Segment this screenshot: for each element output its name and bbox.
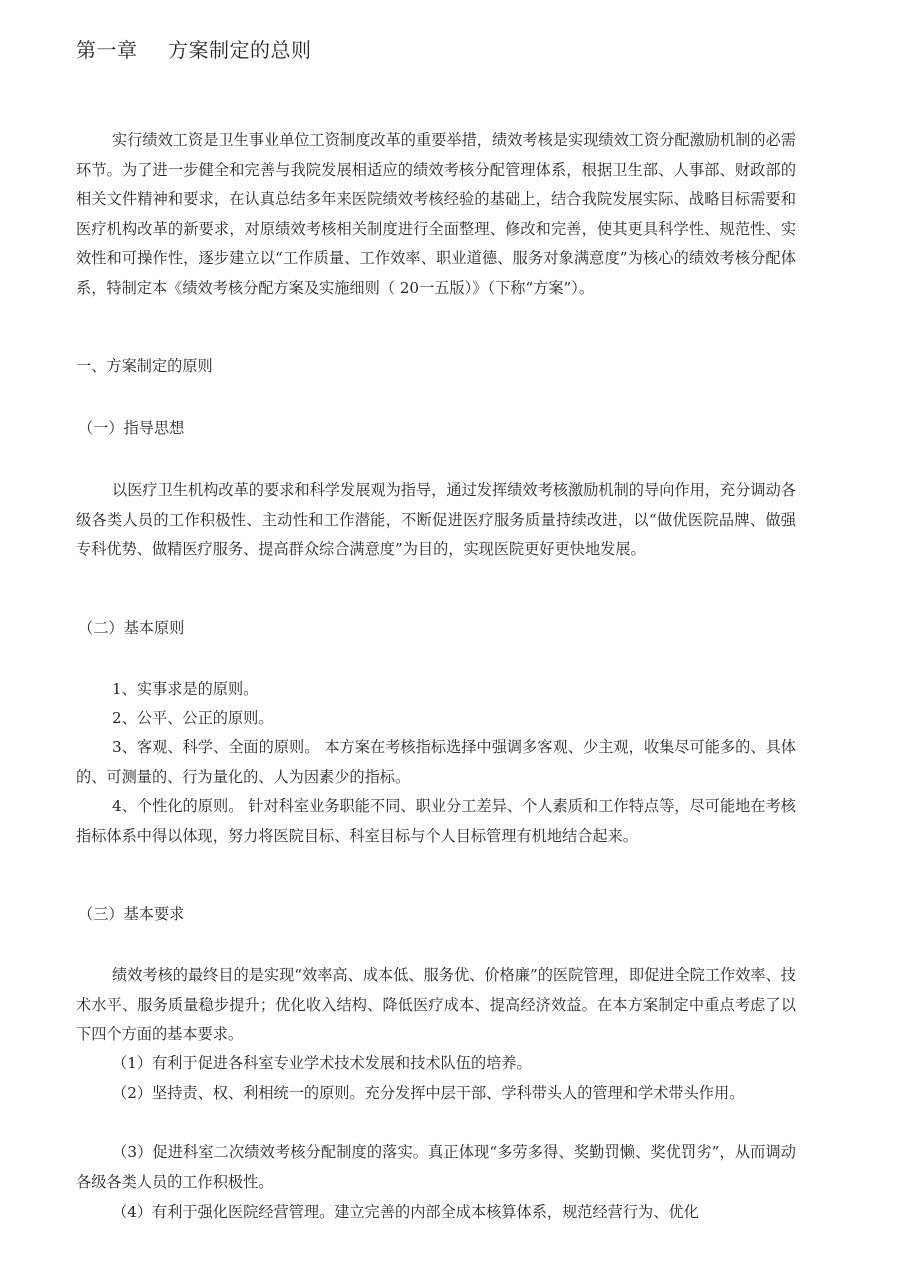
principle-item: 4、个性化的原则。 针对科室业务职能不同、职业分工差异、个人素质和工作特点等，尽可能地在考核指标体系中得以体现，努力将医院目标、科室目标与个人目标管理有机地结合起来。: [76, 797, 796, 845]
chapter-name: 方案制定的总则: [168, 38, 312, 62]
principle-item: 1、实事求是的原则。: [112, 680, 259, 698]
principle-item: 3、客观、科学、全面的原则。 本方案在考核指标选择中强调多客观、少主观，收集尽可能多的、具体的、可测量的、行为量化的、人为因素少的指标。: [76, 738, 796, 786]
requirement-item: （1）有利于促进各科室专业学术技术发展和技术队伍的培养。: [112, 1054, 532, 1072]
subsection-heading-principles: （二）基本原则: [78, 619, 185, 637]
subsection-heading-guiding: （一）指导思想: [78, 419, 185, 437]
intro-paragraph: 实行绩效工资是卫生事业单位工资制度改革的重要举措，绩效考核是实现绩效工资分配激励机制的必需环节。为了进一步健全和完善与我院发展相适应的绩效考核分配管理体系，根据卫生部、人事部、财政部的相关文件精神和要求，在认真总结多年来医院绩效考核经验的基础上，结合我院发展实际、战略目标需要和医疗机构改革的新要求，对原绩效考核相关制度进行全面整理、修改和完善，使其更具科学性、规范性、实效性和可操作性，逐步建立以“工作质量、工作效率、职业道德、服务对象满意度”为核心的绩效考核分配体系，特制定本《绩效考核分配方案及实施细则（ 20一五版）》（下称“方案”）。: [76, 131, 796, 297]
principle-item: 2、公平、公正的原则。: [112, 709, 274, 727]
chapter-title: [76, 34, 312, 63]
requirement-item: （4）有利于强化医院经营管理。建立完善的内部全成本核算体系，规范经营行为、优化: [112, 1203, 699, 1221]
guiding-paragraph: 以医疗卫生机构改革的要求和科学发展观为指导，通过发挥绩效考核激励机制的导向作用，充分调动各级各类人员的工作积极性、主动性和工作潜能，不断促进医疗服务质量持续改进，以“做优医院品牌、做强专科优势、做精医疗服务、提高群众综合满意度”为目的，实现医院更好更快地发展。: [76, 481, 796, 559]
requirement-item: （2）坚持责、权、利相统一的原则。充分发挥中层干部、学科带头人的管理和学术带头作用。: [112, 1084, 745, 1102]
subsection-heading-requirements: （三）基本要求: [78, 905, 185, 923]
chapter-number: 第一章: [76, 38, 138, 62]
requirements-paragraph: 绩效考核的最终目的是实现“效率高、成本低、服务优、价格廉”的医院管理，即促进全院工作效率、技术水平、服务质量稳步提升；优化收入结构、降低医疗成本、提高经济效益。在本方案制定中重点考虑了以下四个方面的基本要求。: [76, 966, 796, 1044]
requirement-item: （3）促进科室二次绩效考核分配制度的落实。真正体现“多劳多得、奖勤罚懒、奖优罚劣”，从而调动各级各类人员的工作积极性。: [76, 1143, 796, 1191]
section-heading: 一、方案制定的原则: [76, 357, 213, 375]
